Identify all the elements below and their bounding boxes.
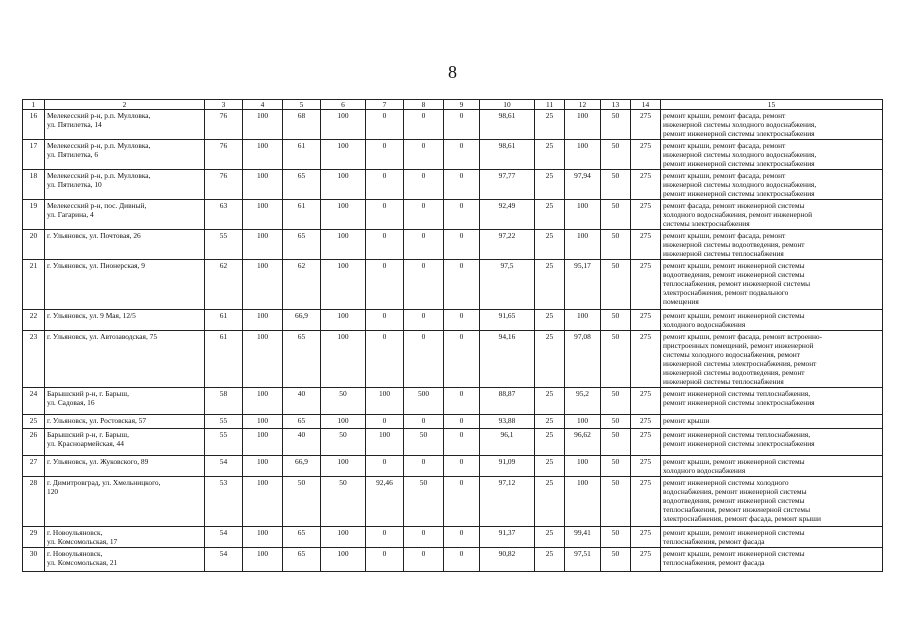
value-cell: 500	[404, 388, 444, 415]
address-cell: г. Ульяновск, ул. Почтовая, 26	[45, 230, 205, 260]
value-cell: 100	[243, 310, 283, 331]
column-header: 8	[404, 100, 444, 110]
value-cell: 100	[565, 415, 601, 429]
value-cell: 100	[565, 456, 601, 477]
value-cell: 100	[321, 200, 366, 230]
value-cell: 40	[283, 388, 321, 415]
row-number: 29	[23, 527, 45, 548]
row-number: 23	[23, 331, 45, 388]
header-row	[23, 100, 883, 110]
column-header: 4	[243, 100, 283, 110]
value-cell: 0	[366, 548, 404, 572]
value-cell: 97,22	[480, 230, 535, 260]
value-cell: 91,37	[480, 527, 535, 548]
value-cell: 97,12	[480, 477, 535, 527]
value-cell: 25	[535, 200, 565, 230]
table-body	[23, 110, 883, 572]
value-cell: 97,08	[565, 331, 601, 388]
table-row	[23, 429, 883, 456]
column-header: 13	[601, 100, 631, 110]
column-header: 14	[631, 100, 661, 110]
value-cell: 100	[321, 548, 366, 572]
work-types-cell: ремонт крыши, ремонт фасада, ремонт инженерной системы холодного водоснабжения, ремонт инженерной системы электроснабжения	[661, 170, 883, 200]
column-header: 5	[283, 100, 321, 110]
value-cell: 0	[444, 429, 480, 456]
row-number: 27	[23, 456, 45, 477]
page-number: 8	[448, 62, 457, 82]
address-cell: г. Новоульяновск, ул. Комсомольская, 17	[45, 527, 205, 548]
value-cell: 0	[444, 456, 480, 477]
value-cell: 100	[321, 170, 366, 200]
value-cell: 50	[601, 429, 631, 456]
value-cell: 55	[205, 415, 243, 429]
address-cell: Барышский р-н, г. Барыш, ул. Садовая, 16	[45, 388, 205, 415]
work-types-cell: ремонт инженерной системы теплоснабжения, ремонт инженерной системы электроснабжения	[661, 429, 883, 456]
value-cell: 88,87	[480, 388, 535, 415]
value-cell: 61	[283, 200, 321, 230]
value-cell: 100	[321, 331, 366, 388]
value-cell: 0	[366, 140, 404, 170]
value-cell: 0	[444, 200, 480, 230]
value-cell: 94,16	[480, 331, 535, 388]
value-cell: 61	[205, 331, 243, 388]
value-cell: 0	[444, 140, 480, 170]
value-cell: 25	[535, 230, 565, 260]
value-cell: 97,77	[480, 170, 535, 200]
value-cell: 100	[321, 415, 366, 429]
column-header: 2	[45, 100, 205, 110]
value-cell: 0	[366, 110, 404, 140]
value-cell: 100	[243, 456, 283, 477]
value-cell: 54	[205, 456, 243, 477]
column-header: 11	[535, 100, 565, 110]
value-cell: 76	[205, 110, 243, 140]
value-cell: 53	[205, 477, 243, 527]
value-cell: 100	[243, 548, 283, 572]
value-cell: 99,41	[565, 527, 601, 548]
value-cell: 0	[444, 170, 480, 200]
value-cell: 25	[535, 331, 565, 388]
work-types-cell: ремонт инженерной системы холодного водоснабжения, ремонт инженерной системы водоотведения, ремонт инженерной системы теплоснабжения, ремонт инженерной системы электроснабжения, ремонт фасада, ремонт крыши	[661, 477, 883, 527]
work-types-cell: ремонт крыши, ремонт инженерной системы теплоснабжения, ремонт фасада	[661, 548, 883, 572]
column-header: 10	[480, 100, 535, 110]
value-cell: 100	[243, 388, 283, 415]
value-cell: 0	[366, 260, 404, 310]
value-cell: 25	[535, 170, 565, 200]
value-cell: 100	[565, 477, 601, 527]
column-header: 1	[23, 100, 45, 110]
value-cell: 0	[404, 527, 444, 548]
value-cell: 275	[631, 477, 661, 527]
value-cell: 0	[444, 110, 480, 140]
value-cell: 96,62	[565, 429, 601, 456]
value-cell: 50	[321, 388, 366, 415]
column-header: 7	[366, 100, 404, 110]
address-cell: г. Ульяновск, ул. 9 Мая, 12/5	[45, 310, 205, 331]
value-cell: 50	[601, 477, 631, 527]
table-row	[23, 415, 883, 429]
value-cell: 0	[404, 140, 444, 170]
value-cell: 91,65	[480, 310, 535, 331]
value-cell: 65	[283, 527, 321, 548]
column-header: 15	[661, 100, 883, 110]
value-cell: 62	[205, 260, 243, 310]
value-cell: 100	[565, 230, 601, 260]
address-cell: Мелекесский р-н, р.п. Мулловка, ул. Пятилетка, 6	[45, 140, 205, 170]
work-types-cell: ремонт крыши, ремонт инженерной системы водоотведения, ремонт инженерной системы теплоснабжения, ремонт инженерной системы электроснабжения, ремонт подвального помещения	[661, 260, 883, 310]
value-cell: 65	[283, 548, 321, 572]
repair-priority-table	[22, 99, 883, 572]
value-cell: 100	[243, 527, 283, 548]
table-row	[23, 170, 883, 200]
address-cell: г. Новоульяновск, ул. Комсомольская, 21	[45, 548, 205, 572]
value-cell: 95,2	[565, 388, 601, 415]
address-cell: г. Ульяновск, ул. Жуковского, 89	[45, 456, 205, 477]
value-cell: 55	[205, 429, 243, 456]
value-cell: 61	[205, 310, 243, 331]
value-cell: 100	[321, 456, 366, 477]
value-cell: 98,61	[480, 110, 535, 140]
row-number: 26	[23, 429, 45, 456]
value-cell: 95,17	[565, 260, 601, 310]
value-cell: 50	[601, 200, 631, 230]
work-types-cell: ремонт крыши, ремонт фасада, ремонт инженерной системы холодного водоснабжения, ремонт инженерной системы электроснабжения	[661, 110, 883, 140]
row-number: 20	[23, 230, 45, 260]
value-cell: 97,5	[480, 260, 535, 310]
row-number: 24	[23, 388, 45, 415]
work-types-cell: ремонт крыши, ремонт фасада, ремонт встроенно- пристроенных помещений, ремонт инженерной системы холодного водоснабжения, ремонт инженерной системы электроснабжения, ремонт инженерной системы водоотведения, ремонт инженерной системы теплоснабжения	[661, 331, 883, 388]
value-cell: 97,94	[565, 170, 601, 200]
value-cell: 0	[366, 310, 404, 331]
value-cell: 40	[283, 429, 321, 456]
value-cell: 92,46	[366, 477, 404, 527]
value-cell: 100	[565, 110, 601, 140]
value-cell: 0	[404, 170, 444, 200]
value-cell: 275	[631, 110, 661, 140]
value-cell: 50	[601, 230, 631, 260]
value-cell: 0	[444, 310, 480, 331]
value-cell: 25	[535, 456, 565, 477]
value-cell: 0	[444, 388, 480, 415]
value-cell: 25	[535, 527, 565, 548]
value-cell: 50	[321, 477, 366, 527]
row-number: 16	[23, 110, 45, 140]
value-cell: 0	[366, 230, 404, 260]
value-cell: 275	[631, 310, 661, 331]
value-cell: 25	[535, 140, 565, 170]
table-row	[23, 310, 883, 331]
value-cell: 100	[243, 415, 283, 429]
row-number: 21	[23, 260, 45, 310]
value-cell: 66,9	[283, 456, 321, 477]
value-cell: 90,82	[480, 548, 535, 572]
value-cell: 0	[366, 331, 404, 388]
row-number: 28	[23, 477, 45, 527]
value-cell: 275	[631, 415, 661, 429]
column-header: 6	[321, 100, 366, 110]
value-cell: 58	[205, 388, 243, 415]
value-cell: 66,9	[283, 310, 321, 331]
value-cell: 0	[404, 200, 444, 230]
value-cell: 275	[631, 331, 661, 388]
value-cell: 0	[404, 548, 444, 572]
column-header: 12	[565, 100, 601, 110]
value-cell: 100	[321, 527, 366, 548]
value-cell: 100	[243, 200, 283, 230]
value-cell: 25	[535, 548, 565, 572]
value-cell: 275	[631, 230, 661, 260]
value-cell: 96,1	[480, 429, 535, 456]
row-number: 25	[23, 415, 45, 429]
column-header: 9	[444, 100, 480, 110]
work-types-cell: ремонт инженерной системы теплоснабжения, ремонт инженерной системы электроснабжения	[661, 388, 883, 415]
value-cell: 0	[404, 331, 444, 388]
value-cell: 100	[321, 230, 366, 260]
row-number: 22	[23, 310, 45, 331]
value-cell: 100	[366, 388, 404, 415]
value-cell: 0	[444, 260, 480, 310]
value-cell: 25	[535, 415, 565, 429]
value-cell: 100	[321, 310, 366, 331]
value-cell: 275	[631, 527, 661, 548]
value-cell: 0	[404, 260, 444, 310]
value-cell: 275	[631, 140, 661, 170]
value-cell: 50	[601, 548, 631, 572]
value-cell: 61	[283, 140, 321, 170]
value-cell: 0	[404, 110, 444, 140]
value-cell: 100	[366, 429, 404, 456]
table-row	[23, 140, 883, 170]
value-cell: 50	[404, 429, 444, 456]
value-cell: 275	[631, 548, 661, 572]
value-cell: 25	[535, 310, 565, 331]
table-row	[23, 260, 883, 310]
table-row	[23, 230, 883, 260]
value-cell: 0	[404, 230, 444, 260]
value-cell: 50	[601, 260, 631, 310]
value-cell: 100	[565, 310, 601, 331]
value-cell: 100	[243, 230, 283, 260]
address-cell: Барышский р-н, г. Барыш, ул. Красноармейская, 44	[45, 429, 205, 456]
value-cell: 0	[444, 415, 480, 429]
address-cell: г. Ульяновск, ул. Автозаводская, 75	[45, 331, 205, 388]
value-cell: 100	[243, 260, 283, 310]
value-cell: 100	[243, 429, 283, 456]
value-cell: 65	[283, 230, 321, 260]
row-number: 18	[23, 170, 45, 200]
value-cell: 100	[243, 170, 283, 200]
table-row	[23, 388, 883, 415]
work-types-cell: ремонт фасада, ремонт инженерной системы холодного водоснабжения, ремонт инженерной системы электроснабжения	[661, 200, 883, 230]
value-cell: 0	[404, 310, 444, 331]
value-cell: 0	[444, 477, 480, 527]
row-number: 30	[23, 548, 45, 572]
value-cell: 62	[283, 260, 321, 310]
table-row	[23, 331, 883, 388]
value-cell: 50	[601, 170, 631, 200]
value-cell: 50	[601, 415, 631, 429]
value-cell: 25	[535, 260, 565, 310]
value-cell: 100	[243, 477, 283, 527]
value-cell: 100	[243, 110, 283, 140]
value-cell: 25	[535, 429, 565, 456]
address-cell: г. Ульяновск, ул. Ростовская, 57	[45, 415, 205, 429]
value-cell: 275	[631, 429, 661, 456]
table-row	[23, 477, 883, 527]
work-types-cell: ремонт крыши, ремонт фасада, ремонт инженерной системы водоотведения, ремонт инженерной системы теплоснабжения	[661, 230, 883, 260]
address-cell: Мелекесский р-н, р.п. Мулловка, ул. Пятилетка, 10	[45, 170, 205, 200]
address-cell: Мелекесский р-н, р.п. Мулловка, ул. Пятилетка, 14	[45, 110, 205, 140]
table-row	[23, 456, 883, 477]
value-cell: 76	[205, 140, 243, 170]
value-cell: 63	[205, 200, 243, 230]
value-cell: 76	[205, 170, 243, 200]
value-cell: 0	[444, 331, 480, 388]
value-cell: 65	[283, 331, 321, 388]
address-cell: г. Димитровград, ул. Хмельницкого, 120	[45, 477, 205, 527]
value-cell: 93,88	[480, 415, 535, 429]
value-cell: 65	[283, 415, 321, 429]
value-cell: 50	[601, 110, 631, 140]
value-cell: 50	[321, 429, 366, 456]
value-cell: 100	[321, 140, 366, 170]
table-row	[23, 110, 883, 140]
work-types-cell: ремонт крыши, ремонт фасада, ремонт инженерной системы холодного водоснабжения, ремонт инженерной системы электроснабжения	[661, 140, 883, 170]
value-cell: 100	[565, 140, 601, 170]
row-number: 17	[23, 140, 45, 170]
work-types-cell: ремонт крыши	[661, 415, 883, 429]
value-cell: 100	[243, 140, 283, 170]
column-header: 3	[205, 100, 243, 110]
table-row	[23, 548, 883, 572]
value-cell: 54	[205, 527, 243, 548]
row-number: 19	[23, 200, 45, 230]
value-cell: 25	[535, 477, 565, 527]
value-cell: 25	[535, 110, 565, 140]
value-cell: 0	[404, 456, 444, 477]
value-cell: 100	[243, 331, 283, 388]
value-cell: 65	[283, 170, 321, 200]
table-row	[23, 527, 883, 548]
value-cell: 275	[631, 200, 661, 230]
value-cell: 275	[631, 260, 661, 310]
value-cell: 100	[321, 260, 366, 310]
value-cell: 97,51	[565, 548, 601, 572]
work-types-cell: ремонт крыши, ремонт инженерной системы холодного водоснабжения	[661, 456, 883, 477]
value-cell: 92,49	[480, 200, 535, 230]
value-cell: 68	[283, 110, 321, 140]
value-cell: 50	[601, 310, 631, 331]
value-cell: 50	[601, 527, 631, 548]
address-cell: г. Ульяновск, ул. Пионерская, 9	[45, 260, 205, 310]
value-cell: 275	[631, 388, 661, 415]
value-cell: 0	[444, 548, 480, 572]
value-cell: 275	[631, 170, 661, 200]
value-cell: 98,61	[480, 140, 535, 170]
value-cell: 50	[404, 477, 444, 527]
value-cell: 100	[565, 200, 601, 230]
work-types-cell: ремонт крыши, ремонт инженерной системы холодного водоснабжения	[661, 310, 883, 331]
value-cell: 50	[601, 388, 631, 415]
value-cell: 0	[366, 527, 404, 548]
value-cell: 0	[444, 230, 480, 260]
value-cell: 50	[283, 477, 321, 527]
value-cell: 91,09	[480, 456, 535, 477]
address-cell: Мелекесский р-н, пос. Дивный, ул. Гагарина, 4	[45, 200, 205, 230]
value-cell: 0	[366, 200, 404, 230]
value-cell: 55	[205, 230, 243, 260]
value-cell: 0	[366, 170, 404, 200]
value-cell: 0	[366, 456, 404, 477]
value-cell: 25	[535, 388, 565, 415]
value-cell: 50	[601, 456, 631, 477]
value-cell: 50	[601, 331, 631, 388]
table-row	[23, 200, 883, 230]
value-cell: 0	[404, 415, 444, 429]
value-cell: 275	[631, 456, 661, 477]
value-cell: 50	[601, 140, 631, 170]
value-cell: 0	[444, 527, 480, 548]
work-types-cell: ремонт крыши, ремонт инженерной системы теплоснабжения, ремонт фасада	[661, 527, 883, 548]
value-cell: 54	[205, 548, 243, 572]
value-cell: 100	[321, 110, 366, 140]
value-cell: 0	[366, 415, 404, 429]
